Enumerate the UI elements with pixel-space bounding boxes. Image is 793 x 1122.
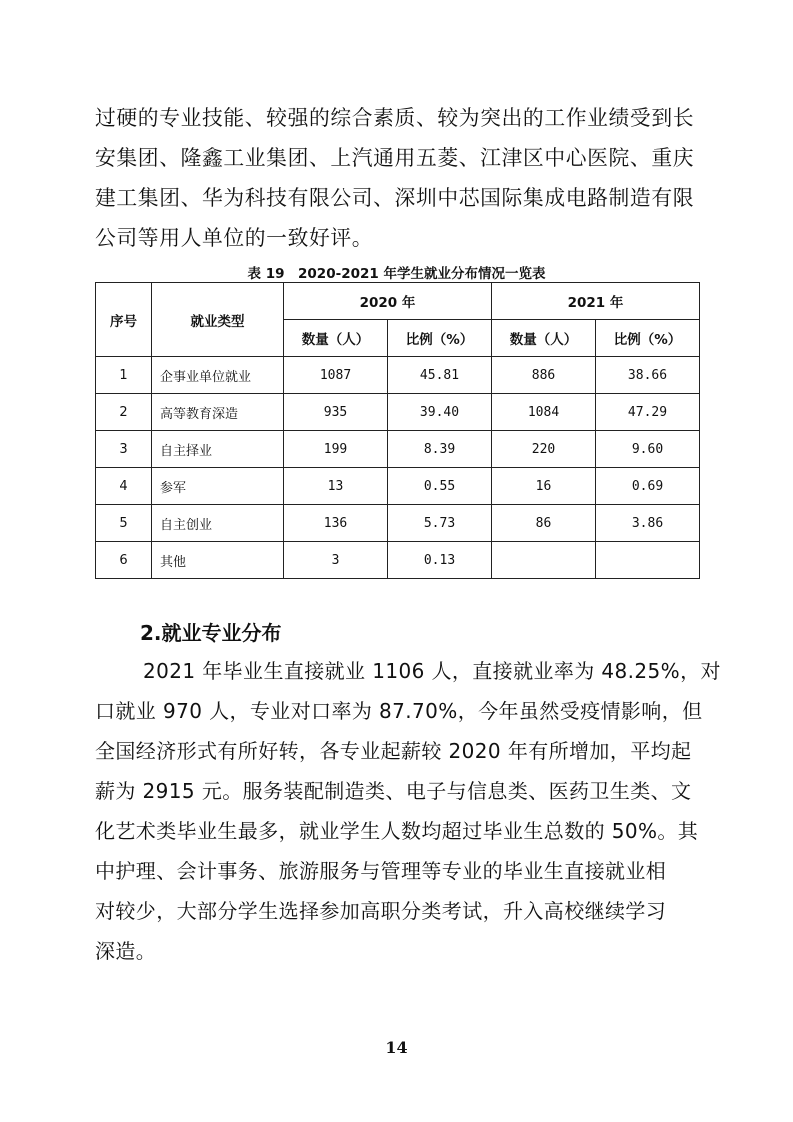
section-line: 中护理、会计事务、旅游服务与管理等专业的毕业生直接就业相 xyxy=(95,859,667,883)
header-ratio-2020: 比例（%） xyxy=(388,320,492,357)
cell-ratio-2020: 5.73 xyxy=(388,505,492,542)
cell-ratio-2021: 3.86 xyxy=(596,505,700,542)
cell-ratio-2021: 38.66 xyxy=(596,357,700,394)
section-line: 2021 年毕业生直接就业 1106 人，直接就业率为 48.25%，对 xyxy=(143,659,721,683)
header-year-2021: 2021 年 xyxy=(492,283,700,320)
cell-type: 企事业单位就业 xyxy=(152,357,284,394)
cell-seq: 6 xyxy=(96,542,152,579)
table-row xyxy=(96,394,700,431)
intro-line: 安集团、隆鑫工业集团、上汽通用五菱、江津区中心医院、重庆 xyxy=(95,146,695,170)
section-line: 深造。 xyxy=(95,939,157,963)
header-count-2020: 数量（人） xyxy=(284,320,388,357)
cell-seq: 5 xyxy=(96,505,152,542)
cell-type: 自主择业 xyxy=(152,431,284,468)
section-line: 化艺术类毕业生最多，就业学生人数均超过毕业生总数的 50%。其 xyxy=(95,819,699,843)
header-count-2021: 数量（人） xyxy=(492,320,596,357)
table-row xyxy=(96,505,700,542)
cell-seq: 1 xyxy=(96,357,152,394)
table-row xyxy=(96,468,700,505)
header-seq: 序号 xyxy=(96,283,152,357)
intro-line: 过硬的专业技能、较强的综合素质、较为突出的工作业绩受到长 xyxy=(95,106,695,130)
cell-ratio-2021: 0.69 xyxy=(596,468,700,505)
section-line: 对较少，大部分学生选择参加高职分类考试，升入高校继续学习 xyxy=(95,899,667,923)
cell-type: 自主创业 xyxy=(152,505,284,542)
cell-count-2020: 13 xyxy=(284,468,388,505)
cell-ratio-2021: 9.60 xyxy=(596,431,700,468)
cell-ratio-2020: 8.39 xyxy=(388,431,492,468)
cell-seq: 4 xyxy=(96,468,152,505)
cell-type: 参军 xyxy=(152,468,284,505)
cell-count-2021: 1084 xyxy=(492,394,596,431)
cell-ratio-2020: 0.55 xyxy=(388,468,492,505)
table-caption: 表 19 2020-2021 年学生就业分布情况一览表 xyxy=(247,266,546,282)
cell-count-2021: 86 xyxy=(492,505,596,542)
cell-count-2020: 1087 xyxy=(284,357,388,394)
cell-seq: 2 xyxy=(96,394,152,431)
table-header-row xyxy=(96,283,700,320)
cell-ratio-2020: 45.81 xyxy=(388,357,492,394)
table-row xyxy=(96,357,700,394)
cell-ratio-2021 xyxy=(596,542,700,579)
cell-count-2021: 220 xyxy=(492,431,596,468)
cell-count-2020: 199 xyxy=(284,431,388,468)
cell-count-2020: 136 xyxy=(284,505,388,542)
cell-count-2021: 886 xyxy=(492,357,596,394)
section-heading: 2.就业专业分布 xyxy=(140,621,282,645)
table-row xyxy=(96,431,700,468)
cell-count-2020: 3 xyxy=(284,542,388,579)
cell-ratio-2020: 0.13 xyxy=(388,542,492,579)
cell-type: 其他 xyxy=(152,542,284,579)
section-line: 口就业 970 人，专业对口率为 87.70%，今年虽然受疫情影响，但 xyxy=(95,699,703,723)
header-year-2020: 2020 年 xyxy=(284,283,492,320)
cell-type: 高等教育深造 xyxy=(152,394,284,431)
cell-count-2021: 16 xyxy=(492,468,596,505)
cell-seq: 3 xyxy=(96,431,152,468)
intro-line: 公司等用人单位的一致好评。 xyxy=(95,226,374,250)
section-line: 薪为 2915 元。服务装配制造类、电子与信息类、医药卫生类、文 xyxy=(95,779,692,803)
cell-ratio-2020: 39.40 xyxy=(388,394,492,431)
intro-line: 建工集团、华为科技有限公司、深圳中芯国际集成电路制造有限 xyxy=(95,186,695,210)
employment-table xyxy=(95,282,700,579)
header-type: 就业类型 xyxy=(152,283,284,357)
header-ratio-2021: 比例（%） xyxy=(596,320,700,357)
section-line: 全国经济形式有所好转，各专业起薪较 2020 年有所增加，平均起 xyxy=(95,739,692,763)
table-row xyxy=(96,542,700,579)
page-number: 14 xyxy=(385,1038,408,1057)
cell-ratio-2021: 47.29 xyxy=(596,394,700,431)
cell-count-2020: 935 xyxy=(284,394,388,431)
cell-count-2021 xyxy=(492,542,596,579)
